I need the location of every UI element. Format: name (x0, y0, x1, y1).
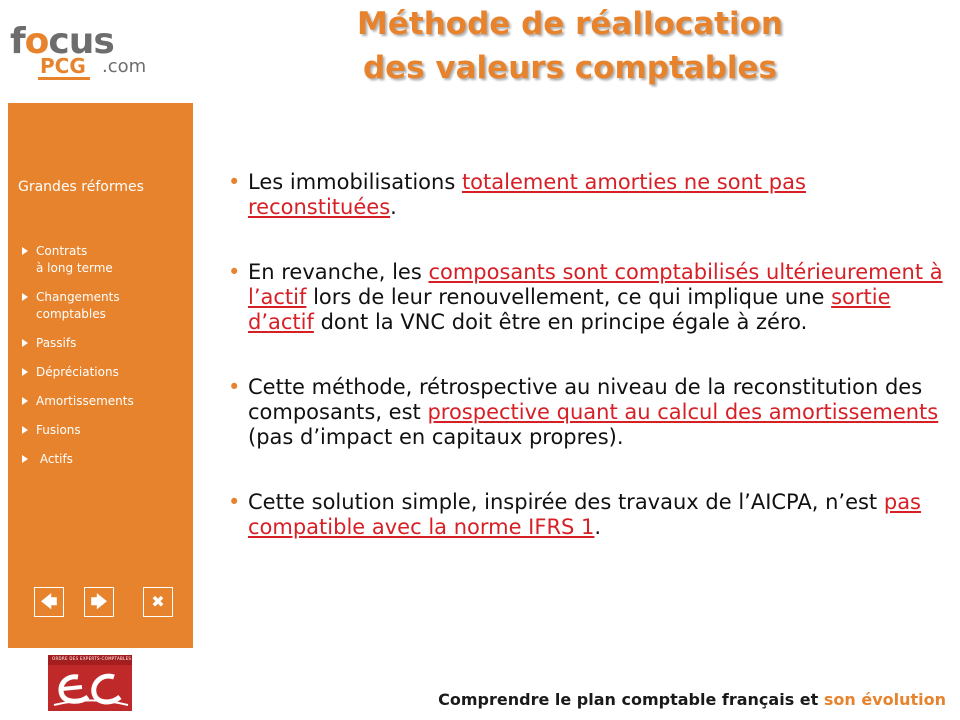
highlighted-text: composants sont comptabilisés ultérieurement à l’actif (248, 260, 943, 309)
bullet-icon: • (228, 490, 241, 514)
sidebar (8, 103, 193, 648)
sidebar-item-label: Changements (36, 290, 120, 304)
sidebar-item-amortissements[interactable] (22, 393, 192, 410)
footer-accent-text: son évolution (823, 690, 946, 709)
main-content (228, 170, 943, 580)
sidebar-item-changements[interactable] (22, 289, 192, 323)
bullet-item: • Cette solution simple, inspirée des travaux de l’AICPA, n’est pas compatible avec la norme IFRS 1. (228, 490, 921, 539)
logo-pcg-text: PCG (38, 55, 90, 80)
sidebar-item-label: à long terme (36, 261, 113, 275)
arrow-right-icon (22, 455, 28, 463)
arrow-right-icon (22, 368, 28, 376)
sidebar-item-depreciations[interactable] (22, 364, 192, 381)
sidebar-item-label: Dépréciations (36, 365, 119, 379)
next-button[interactable] (84, 587, 114, 617)
title-line-2: des valeurs comptables (362, 50, 778, 86)
bullet-item: • En revanche, les composants sont comptabilisés ultérieurement à l’actif lors de leur renouvellement, ce qui implique une sortie d’actif dont la VNC doit être en principe égale à zéro. (228, 260, 943, 334)
sidebar-item-label: Actifs (36, 452, 73, 466)
sidebar-item-label: Fusions (36, 423, 81, 437)
ordre-experts-comptables-logo (48, 655, 132, 711)
bullet-icon: • (228, 170, 241, 194)
logo-focus-text: focus (10, 21, 114, 62)
footer-caption: Comprendre le plan comptable français et son évolution (438, 690, 946, 709)
focus-pcg-logo (10, 22, 160, 82)
arrow-right-icon (22, 247, 28, 255)
sidebar-nav (22, 243, 192, 480)
sidebar-item-passifs[interactable] (22, 335, 192, 352)
sidebar-item-fusions[interactable] (22, 422, 192, 439)
arrow-right-icon (22, 397, 28, 405)
close-icon: ✖ (151, 592, 165, 611)
arrow-right-icon (22, 426, 28, 434)
bullet-icon: • (228, 375, 241, 399)
sidebar-item-label: Passifs (36, 336, 77, 350)
title-line-1: Méthode de réallocation (357, 6, 783, 42)
bullet-item: • Les immobilisations totalement amorties ne sont pas reconstituées. (228, 170, 806, 219)
highlighted-text: sortie d’actif (248, 285, 891, 334)
logo-com-text: .com (102, 56, 147, 77)
logo-band-text: ORDRE DES EXPERTS-COMPTABLES (52, 656, 132, 661)
arrow-right-icon (22, 293, 28, 301)
sidebar-item-label: comptables (36, 307, 106, 321)
arrow-right-icon (22, 339, 28, 347)
sidebar-item-actifs[interactable] (22, 451, 192, 468)
arrow-right-icon: 🡆 (90, 592, 108, 611)
previous-button[interactable] (34, 587, 64, 617)
highlighted-text: prospective quant au calcul des amortissements (427, 400, 939, 424)
bullet-icon: • (228, 260, 241, 284)
sidebar-item-label: Amortissements (36, 394, 134, 408)
close-button[interactable] (143, 587, 173, 617)
sidebar-title: Grandes réformes (18, 179, 144, 195)
sidebar-item-label: Contrats (36, 244, 88, 258)
highlighted-text: pas compatible avec la norme IFRS 1 (248, 490, 921, 539)
arrow-left-icon: 🡄 (40, 592, 58, 611)
bullet-item: • Cette méthode, rétrospective au niveau de la reconstitution des composants, est prospective quant au calcul des amortissements (pas d’impact en capitaux propres). (228, 375, 939, 449)
ec-monogram-icon (48, 655, 132, 711)
page-title (240, 2, 900, 90)
sidebar-item-contrats[interactable] (22, 243, 192, 277)
highlighted-text: totalement amorties ne sont pas reconstituées (248, 170, 806, 219)
